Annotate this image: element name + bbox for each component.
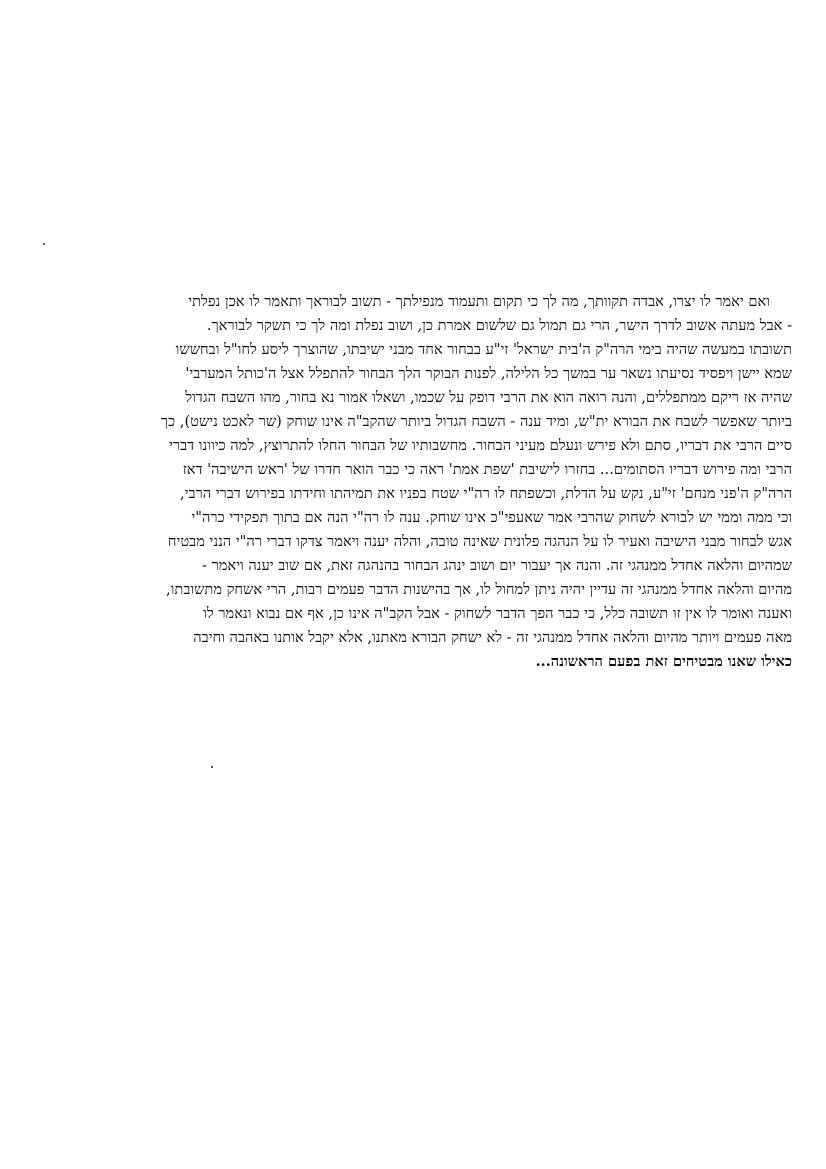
paragraph-line: כאילו שאנו מבטיחים זאת בפעם הראשונה... — [535, 653, 792, 670]
paragraph-line: ואענה ואומר לו אין זו תשובה כלל, כי כבר הפך הדבר לשחוק - אבל הקב"ה אינו כן, אף אם נבוא ונאמר לו — [203, 605, 792, 622]
body-paragraph — [40, 290, 792, 674]
paragraph-line: מאה פעמים ויותר מהיום והלאה אחדל ממנהגי זה - לא ישחק הבורא מאתנו, אלא יקבל אותנו באהבה וחיבה — [193, 629, 792, 646]
paragraph-line: שהיה אז ריקם ממתפללים, והנה רואה הוא את הרבי דופק על שכמו, ושאלו אמור נא בחור, מהו השבח הגדול — [185, 389, 792, 406]
scan-speck — [43, 243, 45, 245]
paragraph-line: אגש לבחור מבני הישיבה ואעיר לו על הנהגה פלונית שאינה טובה, והלה יענה ויאמר צדקו דברי רה"י הנני מבטיח — [167, 533, 792, 550]
paragraph-line: שמא יישן ויפסיד נסיעתו נשאר ער במשך כל הלילה, לפנות הבוקר הלך הבחור להתפלל אצל ה'כותל המערבי' — [185, 365, 792, 382]
scan-speck — [211, 766, 213, 768]
paragraph-line: שמהיום והלאה אחדל ממנהגי זה. והנה אך יעבור יום ושוב ינהג הבחור בהנהגה זאת, אם שוב יענה ויאמר - — [202, 557, 792, 574]
paragraph-line: הרה"ק ה'פני מנחם' זי"ע, נקש על הדלת, וכשפתח לו רה"י שטח בפניו את תמיהתו וחידתו בפירוש דברי הרבי, — [180, 485, 792, 502]
paragraph-line: תשובתו במעשה שהיה בימי הרה"ק ה'בית ישראל' זי"ע בבחור אחד מבני ישיבתו, שהוצרך ליסע לחו"ל ובחששו — [175, 341, 792, 358]
paragraph-line: מהיום והלאה אחדל ממנהגי זה עדיין יהיה ניתן למחול לו, אך בהישנות הדבר פעמים רבות, הרי אשחק מתשובתו, — [166, 581, 792, 598]
paragraph-line: הרבי ומה פירוש דבריו הסתומים... בחזרו לישיבת 'שפת אמת' ראה כי כבר הואר חדרו של 'ראש הישיבה' דאז — [182, 461, 792, 478]
paragraph-line: סיים הרבי את דבריו, סתם ולא פירש ונעלם מעיני הבחור. מחשבותיו של הבחור החלו להתרוצץ, למה כיוונו דברי — [169, 437, 792, 454]
paragraph-line: וכי ממה וממי יש לבורא לשחוק שהרבי אמר שאעפי"כ אינו שוחק. ענה לו רה"י הנה אם בתוך תפקידי כרה"י — [191, 509, 792, 526]
paragraph-line: ביותר שאפשר לשבח את הבורא ית"ש, ומיד ענה - השבח הגדול ביותר שהקב"ה אינו שוחק (שר לאכט נישט), כך — [160, 413, 792, 430]
paragraph-line: - אבל מעתה אשוב לדרך הישר, הרי גם תמול גם שלשום אמרת כן, ושוב נפלת ומה לך כי תשקר לבוראך. — [206, 317, 792, 334]
paragraph-line: ואם יאמר לו יצרו, אבדה תקוותך, מה לך כי תקום ותעמוד מנפילתך - תשוב לבוראך ותאמר לו אכן נפלתי — [188, 293, 770, 310]
